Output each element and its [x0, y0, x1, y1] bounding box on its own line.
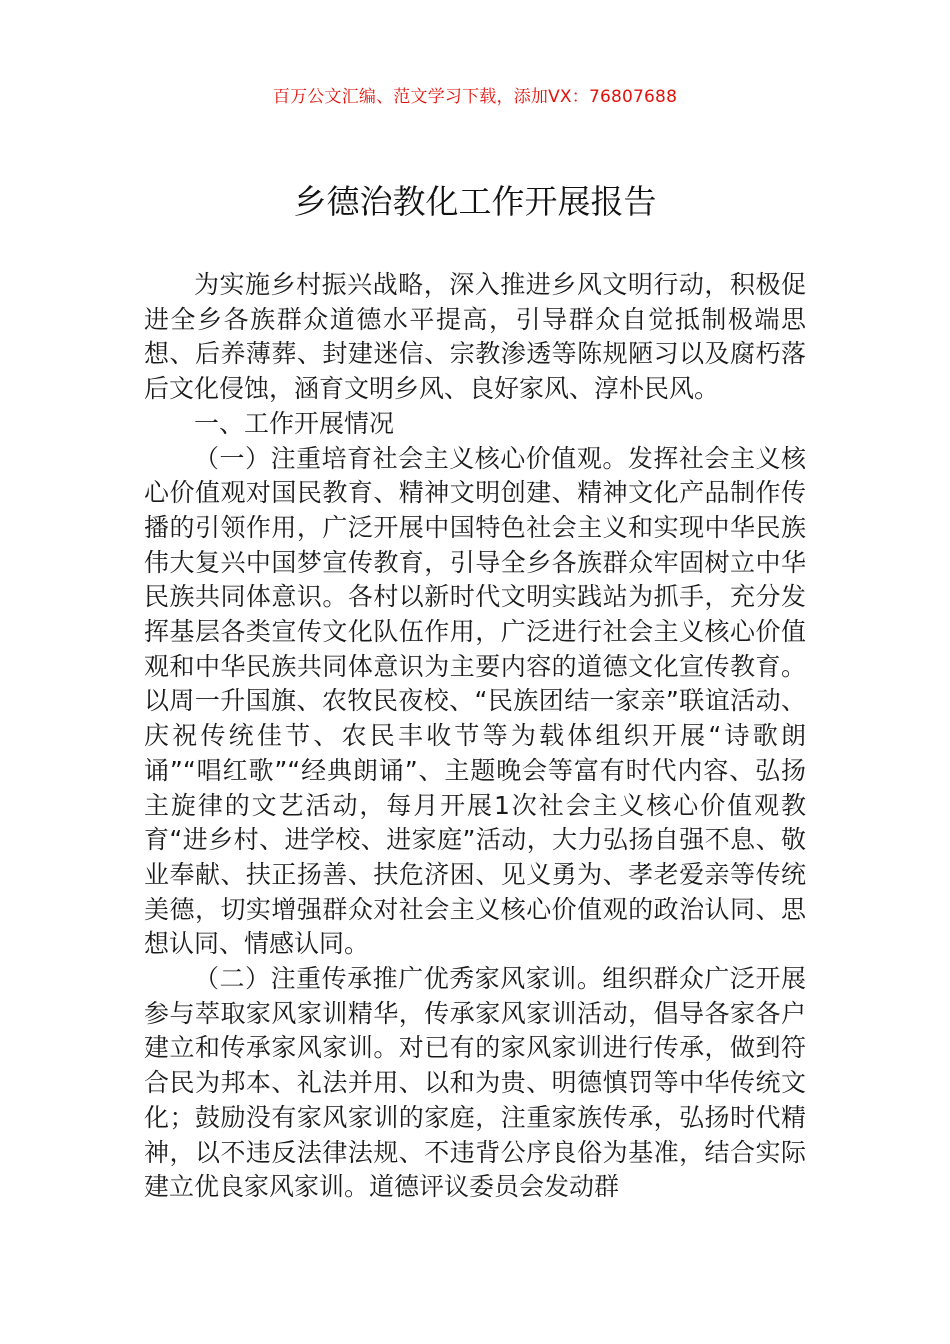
header-note: 百万公文汇编、范文学习下载，添加VX：76807688	[272, 87, 678, 107]
document-title: 乡德治教化工作开展报告	[293, 182, 657, 221]
paragraph-core-values: （一）注重培育社会主义核心价值观。发挥社会主义核心价值观对国民教育、精神文明创建、精神文化产品制作传播的引领作用，广泛开展中国特色社会主义和实现中华民族伟大复兴中国梦宣传教育，引导全乡各族群众牢固树立中华民族共同体意识。各村以新时代文明实践站为抓手，充分发挥基层各类宣传文化队伍作用，广泛进行社会主义核心价值观和中华民族共同体意识为主要内容的道德文化宣传教育。以周一升国旗、农牧民夜校、“民族团结一家亲”联谊活动、庆祝传统佳节、农民丰收节等为载体组织开展“诗歌朗诵”“唱红歌”“经典朗诵”、主题晚会等富有时代内容、弘扬主旋律的文艺活动，每月开展1次社会主义核心价值观教育“进乡村、进学校、进家庭”活动，大力弘扬自强不息、敬业奉献、扶正扬善、扶危济困、见义勇为、孝老爱亲等传统美德，切实增强群众对社会主义核心价值观的政治认同、思想认同、情感认同。	[144, 443, 806, 959]
intro-paragraph: 为实施乡村振兴战略，深入推进乡风文明行动，积极促进全乡各族群众道德水平提高，引导群众自觉抵制极端思想、后养薄葬、封建迷信、宗教渗透等陈规陋习以及腐朽落后文化侵蚀，涵育文明乡风、良好家风、淳朴民风。	[144, 270, 806, 404]
section-heading-1: 一、工作开展情况	[194, 408, 395, 438]
document-body	[144, 268, 806, 1205]
paragraph-family-traditions: （二）注重传承推广优秀家风家训。组织群众广泛开展参与萃取家风家训精华，传承家风家训活动，倡导各家各户建立和传承家风家训。对已有的家风家训进行传承，做到符合民为邦本、礼法并用、以和为贵、明德慎罚等中华传统文化；鼓励没有家风家训的家庭，注重家族传承，弘扬时代精神，以不违反法律法规、不违背公序良俗为基准，结合实际建立优良家风家训。道德评议委员会发动群	[144, 964, 806, 1202]
